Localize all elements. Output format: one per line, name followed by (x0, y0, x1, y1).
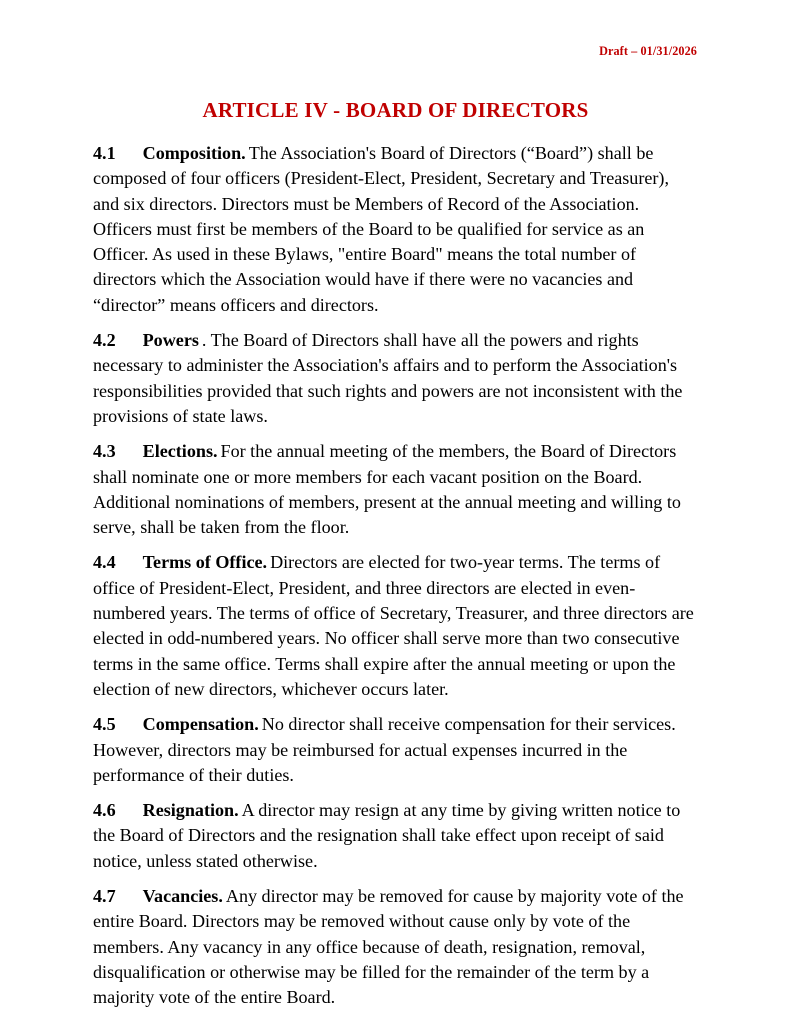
clause-paragraph (93, 798, 698, 874)
clause-heading: Elections. (142, 441, 218, 462)
clause-paragraph (93, 439, 698, 540)
clause-number: 4.6 (93, 800, 116, 821)
clause-heading: Terms of Office. (142, 552, 268, 573)
clause-paragraph (93, 712, 698, 788)
clause-body: Directors are elected for two-year terms. The terms of office of President-Elect, President, and three directors are elected in even-numbered years. The terms of office of Secretary, Treasurer, and three directors are elected in odd-numbered years. No officer shall serve more than two consecutive terms in the same office. Terms shall expire after the annual meeting or upon the election of new directors, whichever occurs later. (93, 552, 694, 699)
document-body (93, 141, 698, 1011)
clause-number: 4.7 (93, 886, 116, 907)
clause-number: 4.2 (93, 330, 116, 351)
clause-body: . The Board of Directors shall have all the powers and rights necessary to administer the Association's affairs and to perform the Association's responsibilities provided that such rights and powers are not inconsistent with the provisions of state laws. (93, 330, 683, 426)
page-title: ARTICLE IV - BOARD OF DIRECTORS (202, 98, 589, 123)
clause-paragraph (93, 141, 698, 318)
clause-heading: Resignation. (142, 800, 239, 821)
clause-heading: Vacancies. (142, 886, 223, 907)
clause-paragraph (93, 328, 698, 429)
clause-heading: Composition. (142, 143, 246, 163)
clause-number: 4.3 (93, 441, 116, 462)
clause-number: 4.1 (93, 143, 116, 163)
clause-heading: Powers (142, 330, 199, 351)
clause-number: 4.5 (93, 714, 116, 735)
clause-paragraph (93, 550, 698, 702)
clause-body: A director may resign at any time by giving written notice to the Board of Directors and the resignation shall take effect upon receipt of said notice, unless stated otherwise. (93, 800, 681, 871)
clause-body: For the annual meeting of the members, the Board of Directors shall nominate one or more members for each vacant position on the Board. Additional nominations of members, present at the annual meeting and willing to serve, shall be taken from the floor. (93, 441, 681, 538)
draft-date-header: Draft – 01/31/2026 (599, 44, 697, 58)
clause-paragraph (93, 884, 698, 1010)
clause-body: Any director may be removed for cause by majority vote of the entire Board. Directors may be removed without cause only by vote of the members. Any vacancy in any office because of death, resignation, removal, disqualification or otherwise may be filled for the remainder of the term by a majority vote of the entire Board. (93, 886, 684, 1008)
clause-body: The Association's Board of Directors (“Board”) shall be composed of four officers (President-Elect, President, Secretary and Treasurer), and six directors. Directors must be Members of Record of the Association. Officers must first be members of the Board to be qualified for service as an Officer. As used in these Bylaws, "entire Board" means the total number of directors which the Association would have if there were no vacancies and “director” means officers and directors. (93, 143, 669, 315)
clause-body: No director shall receive compensation for their services. However, directors may be reimbursed for actual expenses incurred in the performance of their duties. (93, 714, 676, 785)
clause-number: 4.4 (93, 552, 116, 573)
clause-heading: Compensation. (142, 714, 259, 735)
